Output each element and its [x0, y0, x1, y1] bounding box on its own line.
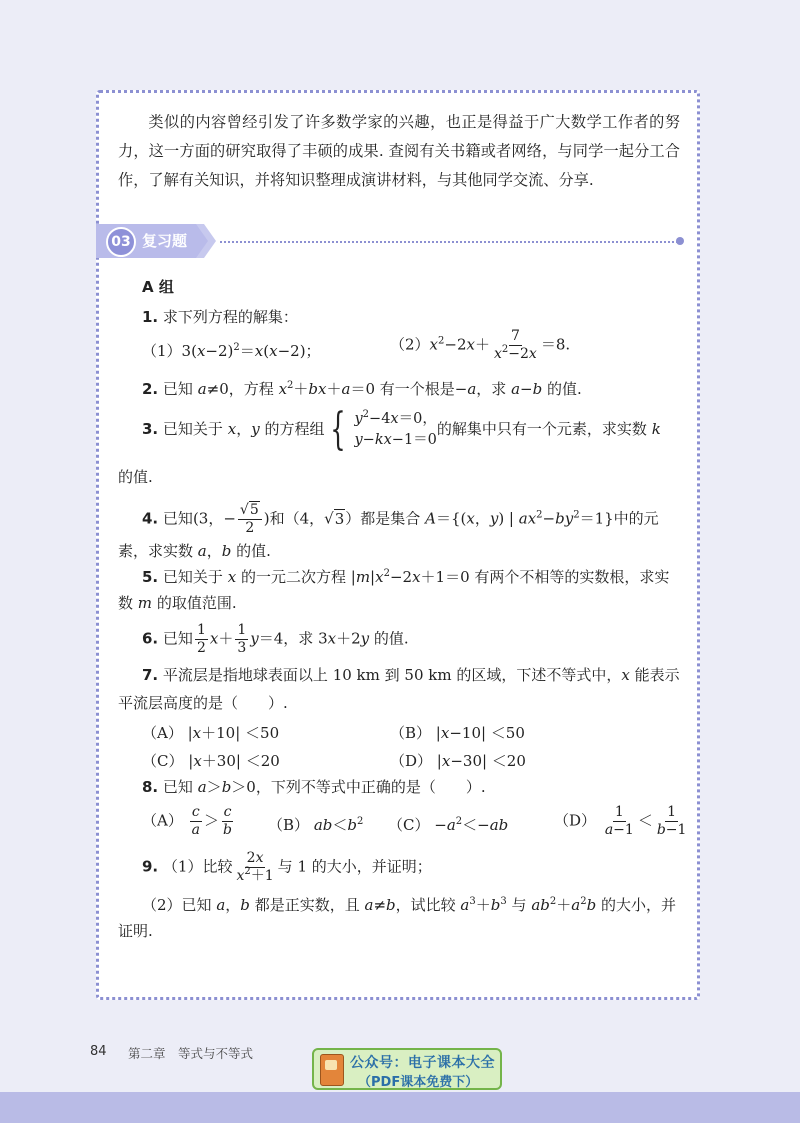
- group-label: A 组: [142, 278, 174, 296]
- fraction: $\frac{1}{2}$: [196, 622, 206, 656]
- chapter-title: 第二章 等式与不等式: [128, 1046, 254, 1061]
- question-text: 已知: [162, 380, 193, 398]
- question-6: 6. 已知 $\frac{1}{2}$ x＋ $\frac{1}{3}$ y＝4，求 3x＋2y 的值.: [142, 622, 409, 656]
- question-8-option-d: （D） $\frac{1}{a-1}$ ＜ $\frac{1}{b-1}$: [554, 804, 687, 838]
- section-dotted-rule: [220, 241, 678, 243]
- question-7-option-a: （A） |x＋10| ＜50: [142, 724, 280, 742]
- question-9: [142, 850, 432, 885]
- question-text: 已知: [162, 778, 193, 796]
- question-text: 与 1 的大小，并证明；: [277, 857, 432, 876]
- part-label: （1）: [142, 342, 182, 360]
- book-icon: [320, 1054, 344, 1086]
- question-number: 6.: [142, 629, 159, 648]
- question-text: ，求: [283, 629, 314, 648]
- question-8-option-c: $(C) -a^2<-ab$: [388, 816, 509, 834]
- question-text: ，下列不等式中正确的是（ ）.: [255, 778, 486, 796]
- stamp-line-1: 公众号：电子课本大全: [350, 1055, 495, 1071]
- section-rule-end-dot: [676, 237, 684, 245]
- question-number: 9.: [142, 857, 159, 876]
- equation-system: { $y^2-4x=0$， y−kx−1＝0: [330, 404, 437, 455]
- question-1-part-2: $(2)x^2-2x+$ $\frac{7}{x^2-2x}$ ＝8.: [390, 328, 571, 362]
- section-number-badge: 03: [106, 227, 136, 257]
- question-7-option-d: （D） |x−30| ＜20: [390, 752, 526, 770]
- question-text: 中的元: [613, 509, 659, 528]
- part-label: （2）: [390, 335, 430, 354]
- question-7-option-c: （C） |x＋30| ＜20: [142, 752, 280, 770]
- question-text: 能表示: [634, 666, 680, 684]
- stamp-line-2: （PDF课本免费下）: [358, 1075, 479, 1090]
- fraction: $\frac{1}{3}$: [237, 622, 247, 656]
- question-text: 已知关于: [162, 420, 223, 438]
- question-text: 都是集合: [360, 509, 421, 528]
- question-2: 2. 已知 a≠0，方程 $x^2+bx+a=0$ 有一个根是−a，求 a−b 的值.: [142, 380, 582, 398]
- question-3-tail: 的值.: [118, 468, 153, 486]
- question-9-part-2: （2）已知 a，b 都是正实数，且 a≠b，试比较 $a^3+b^3$ 与 $ab^2+a^2b$ 的大小，并: [142, 896, 676, 914]
- question-8-option-a: （A） $\frac{c}{a}$ ＞ $\frac{c}{b}$: [142, 804, 232, 838]
- question-text: 已知: [162, 509, 193, 528]
- question-8-option-b: （B） $ab<b^2$: [268, 816, 364, 834]
- question-number: 2.: [142, 380, 159, 398]
- question-number: 3.: [142, 420, 159, 438]
- fraction: $\frac{2x}{x^2+1}$: [236, 850, 274, 884]
- question-text: 的解集中只有一个元素，求实数: [436, 420, 647, 438]
- question-text: 有两个不相等的实数根，求实: [474, 568, 670, 586]
- question-text: 求下列方程的解集：: [162, 308, 298, 326]
- watermark-stamp: [312, 1048, 502, 1090]
- question-text: 的值.: [373, 629, 409, 648]
- question-text: 平流层是指地球表面以上 10 km 到 50 km 的区域，下述不等式中，: [162, 666, 622, 684]
- question-7: 7. 平流层是指地球表面以上 10 km 到 50 km 的区域，下述不等式中，x 能表示: [142, 666, 680, 684]
- question-number: 8.: [142, 778, 159, 796]
- question-text: 的一元二次方程: [240, 568, 346, 586]
- question-number: 5.: [142, 568, 159, 586]
- intro-paragraph: 类似的内容曾经引发了许多数学家的兴趣，也正是得益于广大数学工作者的努力，这一方面的研究取得了丰硕的成果. 查阅有关书籍或者网络，与同学一起分工合作，了解有关知识，并将知识整理成演讲材料，与其他同学交流、分享.: [118, 113, 680, 189]
- section-title: 复习题: [142, 232, 188, 250]
- fraction: $\frac{7}{x^2-2x}$: [494, 328, 537, 362]
- question-number: 1.: [142, 308, 159, 326]
- question-7-option-b: （B） |x−10| ＜50: [390, 724, 525, 742]
- question-number: 4.: [142, 509, 159, 528]
- question-number: 7.: [142, 666, 159, 684]
- question-3: 3. 已知关于 x，y 的方程组 { $y^2-4x=0$， y−kx−1＝0 的解集中只有一个元素，求实数 k: [142, 404, 661, 455]
- question-text: 已知: [162, 629, 193, 648]
- bottom-bar: [0, 1092, 800, 1123]
- section-header: [96, 224, 686, 260]
- question-text: 和: [269, 509, 285, 528]
- question-4-tail: 素，求实数 a，b 的值.: [118, 542, 271, 560]
- question-5-tail: 数 m 的取值范围.: [118, 594, 237, 612]
- question-1-part-1: $(1)3(x-2)^2=x(x-2)$；: [142, 342, 321, 360]
- question-4: 4. 已知(3，− $\frac{√5}{2}$ )和（4，√3）都是集合 A＝{(x，y) | $ax^2-by^2=1$}中的元: [142, 502, 659, 536]
- page-number: 84: [90, 1044, 107, 1059]
- question-text: 已知关于: [162, 568, 223, 586]
- question-text: （1）比较: [162, 857, 233, 876]
- fraction: $\frac{√5}{2}$: [238, 502, 262, 537]
- question-8: 8. 已知 a＞b＞0，下列不等式中正确的是（ ）.: [142, 778, 486, 796]
- question-9-tail: 证明.: [118, 922, 153, 940]
- question-7-tail: 平流层高度的是（ ）.: [118, 694, 288, 712]
- question-1: [142, 306, 298, 327]
- question-5: 5. 已知关于 x 的一元二次方程 $|m|x^2-2x+1=0$ 有两个不相等的实数根，求实: [142, 568, 670, 586]
